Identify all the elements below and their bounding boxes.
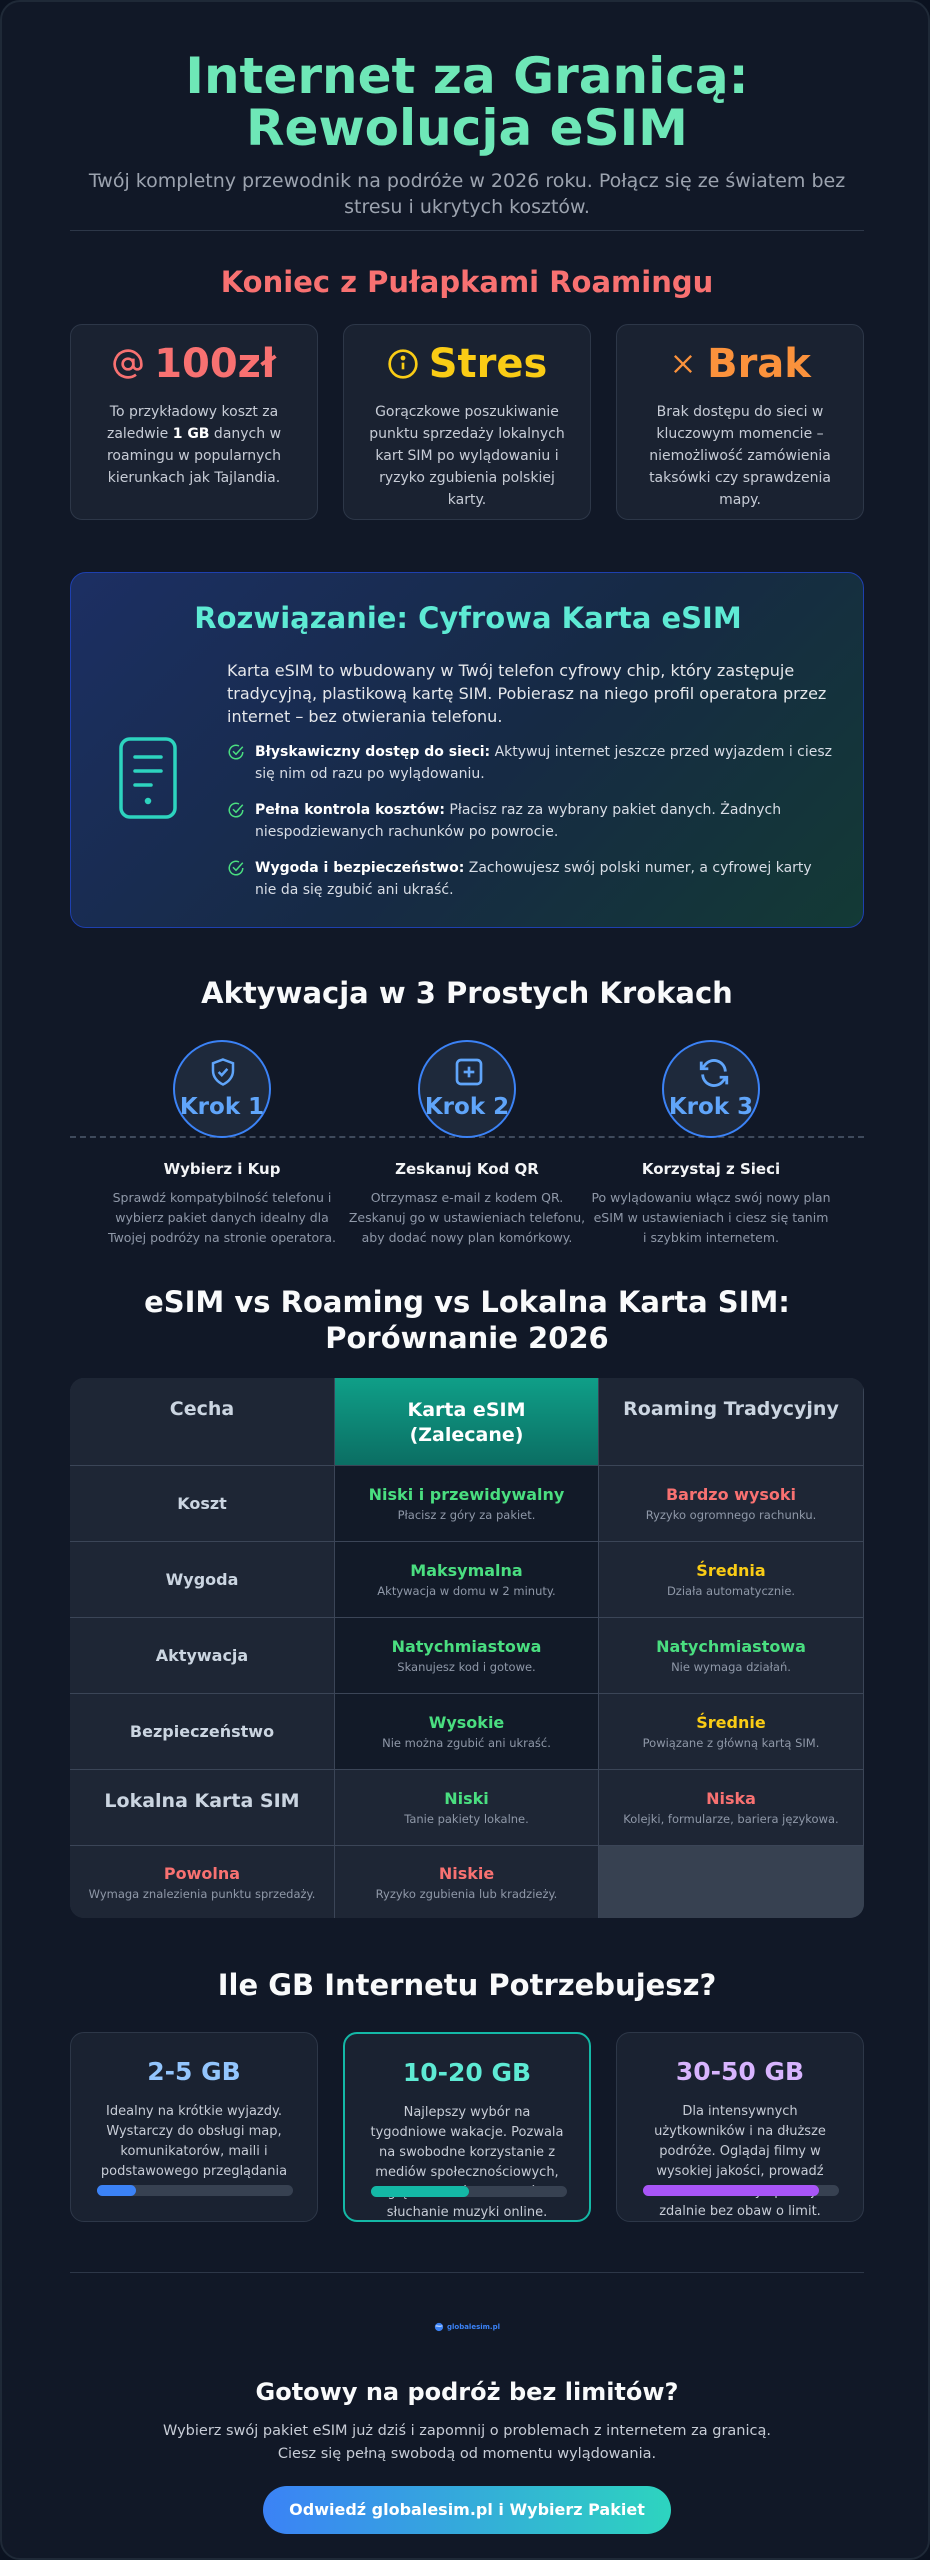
table-cell: Maksymalna Aktywacja w domu w 2 minuty.: [335, 1542, 599, 1618]
cost-value: 100zł: [154, 341, 276, 387]
brand-logo-text: globalesim.pl: [446, 2323, 500, 2331]
step-desc: Otrzymasz e-mail z kodem QR. Zeskanuj go w ustawieniach telefonu, aby dodać nowy plan komórkowy.: [348, 1190, 586, 1245]
table-cell: Natychmiastowa Nie wymaga działań.: [599, 1618, 864, 1694]
table-header-esim: Karta eSIM (Zalecane): [335, 1378, 599, 1466]
table-cell: Wysokie Nie można zgubić ani ukraść.: [335, 1694, 599, 1770]
lack-desc: Brak dostępu do sieci w kluczowym momencie – niemożliwość zamówienia taksówki czy sprawdzenia mapy.: [649, 404, 831, 508]
table-cell: Niski i przewidywalny Płacisz z góry za pakiet.: [335, 1466, 599, 1542]
step-badge: Krok 3: [662, 1040, 760, 1138]
table-cell: Niska Kolejki, formularze, bariera językowa.: [599, 1770, 864, 1846]
solution-point: Wygoda i bezpieczeństwo: Zachowujesz swój polski numer, a cyfrowej karty nie da się zgubić ani ukraść.: [227, 857, 837, 901]
check-circle-icon: [227, 743, 245, 761]
cost-desc: To przykładowy koszt za zaledwie 1 GB danych w roamingu w popularnych kierunkach jak Tajlandia.: [106, 404, 282, 486]
step-badge: Krok 1: [173, 1040, 271, 1138]
plan-desc: Dla intensywnych użytkowników i na dłuższe podróże. Oglądaj filmy w wysokiej jakości, prowadź zdalnie bez obaw o limit.: [654, 2104, 826, 2219]
table-cell: Niski Tanie pakiety lokalne.: [335, 1770, 599, 1846]
brand-logo: [434, 2320, 500, 2334]
footer-text: Wybierz swój pakiet eSIM już dziś i zapomnij o problemach z internetem za granicą. Ciesz się pełną swobodą od momentu wylądowania.: [163, 2423, 771, 2462]
usage-bar-fill: [97, 2185, 136, 2196]
page-title: [2, 47, 930, 157]
step-3: [591, 1040, 831, 1248]
info-icon: [387, 348, 419, 380]
table-row-label: Wygoda: [70, 1542, 335, 1618]
usage-bar: [371, 2186, 567, 2197]
stress-value: Stres: [428, 341, 548, 387]
plan-title: 10-20 GB: [402, 2058, 532, 2087]
steps-heading: Aktywacja w 3 Prostych Krokach: [201, 976, 733, 1010]
table-cell: Natychmiastowa Skanujesz kod i gotowe.: [335, 1618, 599, 1694]
page-subtitle: Twój kompletny przewodnik na podróże w 2026 roku. Połącz się ze światem bez stresu i ukrytych kosztów.: [88, 170, 846, 218]
data-needs-heading: Ile GB Internetu Potrzebujesz?: [217, 1968, 717, 2002]
step-title: Zeskanuj Kod QR: [395, 1160, 539, 1178]
table-row-label: Lokalna Karta SIM: [70, 1770, 335, 1846]
usage-bar: [97, 2185, 293, 2196]
plan-title: 30-50 GB: [675, 2057, 805, 2086]
problem-card-lack: [616, 324, 864, 520]
problem-card-stress: [343, 324, 591, 520]
table-row-label: Aktywacja: [70, 1618, 335, 1694]
table-cell: Średnie Powiązane z główną kartą SIM.: [599, 1694, 864, 1770]
plan-desc: Najlepszy wybór na tygodniowe wakacje. Pozwala na swobodne korzystanie z mediów społecznościowych, słuchanie muzyki online.: [370, 2105, 564, 2220]
at-sign-icon: [112, 348, 144, 380]
close-icon: [669, 350, 697, 378]
solution-point: Błyskawiczny dostęp do sieci: Aktywuj internet jeszcze przed wyjazdem i ciesz się nim od razu po wylądowaniu.: [227, 741, 837, 785]
stress-desc: Gorączkowe poszukiwanie punktu sprzedaży lokalnych kart SIM po wylądowaniu i ryzyko zgubienia polskiej karty.: [369, 404, 565, 508]
solution-panel: [70, 572, 864, 928]
step-title: Wybierz i Kup: [163, 1160, 281, 1178]
step-2: [347, 1040, 587, 1248]
problem-card-cost: [70, 324, 318, 520]
lack-value: Brak: [707, 341, 811, 387]
step-desc: Sprawdź kompatybilność telefonu i wybierz pakiet danych idealny dla Twojej podróży na stronie operatora.: [108, 1190, 336, 1245]
step-badge: Krok 2: [418, 1040, 516, 1138]
header: [2, 47, 930, 220]
divider: [70, 2272, 864, 2273]
visit-site-button[interactable]: Odwiedź globalesim.pl i Wybierz Pakiet: [263, 2486, 671, 2534]
phone-sim-icon: [117, 735, 179, 821]
table-row-label: Koszt: [70, 1466, 335, 1542]
step-desc: Po wylądowaniu włącz swój nowy plan eSIM w ustawieniach i ciesz się tanim i szybkim internetem.: [591, 1190, 831, 1245]
title-line-2: Rewolucja eSIM: [246, 99, 688, 157]
solution-intro: Karta eSIM to wbudowany w Twój telefon cyfrowy chip, który zastępuje tradycyjną, plastikową kartę SIM. Pobierasz na niego profil operatora przez internet – bez otwierania telefonu.: [227, 661, 827, 726]
plan-title: 2-5 GB: [147, 2057, 241, 2086]
usage-bar-fill: [643, 2185, 819, 2196]
table-cell: Powolna Wymaga znalezienia punktu sprzedaży.: [70, 1846, 335, 1918]
comparison-table: [70, 1378, 864, 1918]
plan-card: [616, 2032, 864, 2222]
title-line-1: Internet za Granicą:: [185, 47, 749, 105]
table-header: Cecha: [70, 1378, 335, 1466]
refresh-icon: [697, 1056, 731, 1090]
table-row-label: Bezpieczeństwo: [70, 1694, 335, 1770]
plus-square-icon: [453, 1056, 485, 1088]
table-cell: Niskie Ryzyko zgubienia lub kradzieży.: [335, 1846, 599, 1918]
check-circle-icon: [227, 801, 245, 819]
divider: [70, 230, 864, 231]
table-cell-empty: [599, 1846, 864, 1918]
globe-logo-icon: [434, 2320, 444, 2334]
table-header: Roaming Tradycyjny: [599, 1378, 864, 1466]
step-title: Korzystaj z Sieci: [641, 1160, 781, 1178]
step-1: [102, 1040, 342, 1248]
usage-bar-fill: [371, 2186, 469, 2197]
solution-heading: Rozwiązanie: Cyfrowa Karta eSIM: [194, 601, 742, 635]
solution-point: Pełna kontrola kosztów: Płacisz raz za wybrany pakiet danych. Żadnych niespodziewanych rachunków po powrocie.: [227, 799, 837, 843]
shield-check-icon: [208, 1056, 238, 1088]
plan-desc: Idealny na krótkie wyjazdy. Wystarczy do obsługi map, komunikatorów, maili i podstawowego przeglądania: [100, 2104, 288, 2179]
problems-heading: Koniec z Pułapkami Roamingu: [220, 265, 714, 299]
footer-heading: Gotowy na podróż bez limitów?: [255, 2378, 679, 2406]
table-cell: Średnia Działa automatycznie.: [599, 1542, 864, 1618]
comparison-heading: eSIM vs Roaming vs Lokalna Karta SIM: Porównanie 2026: [144, 1285, 790, 1355]
usage-bar: [643, 2185, 839, 2196]
check-circle-icon: [227, 859, 245, 877]
plan-card: [343, 2032, 591, 2222]
plan-card: [70, 2032, 318, 2222]
table-cell: Bardzo wysoki Ryzyko ogromnego rachunku.: [599, 1466, 864, 1542]
